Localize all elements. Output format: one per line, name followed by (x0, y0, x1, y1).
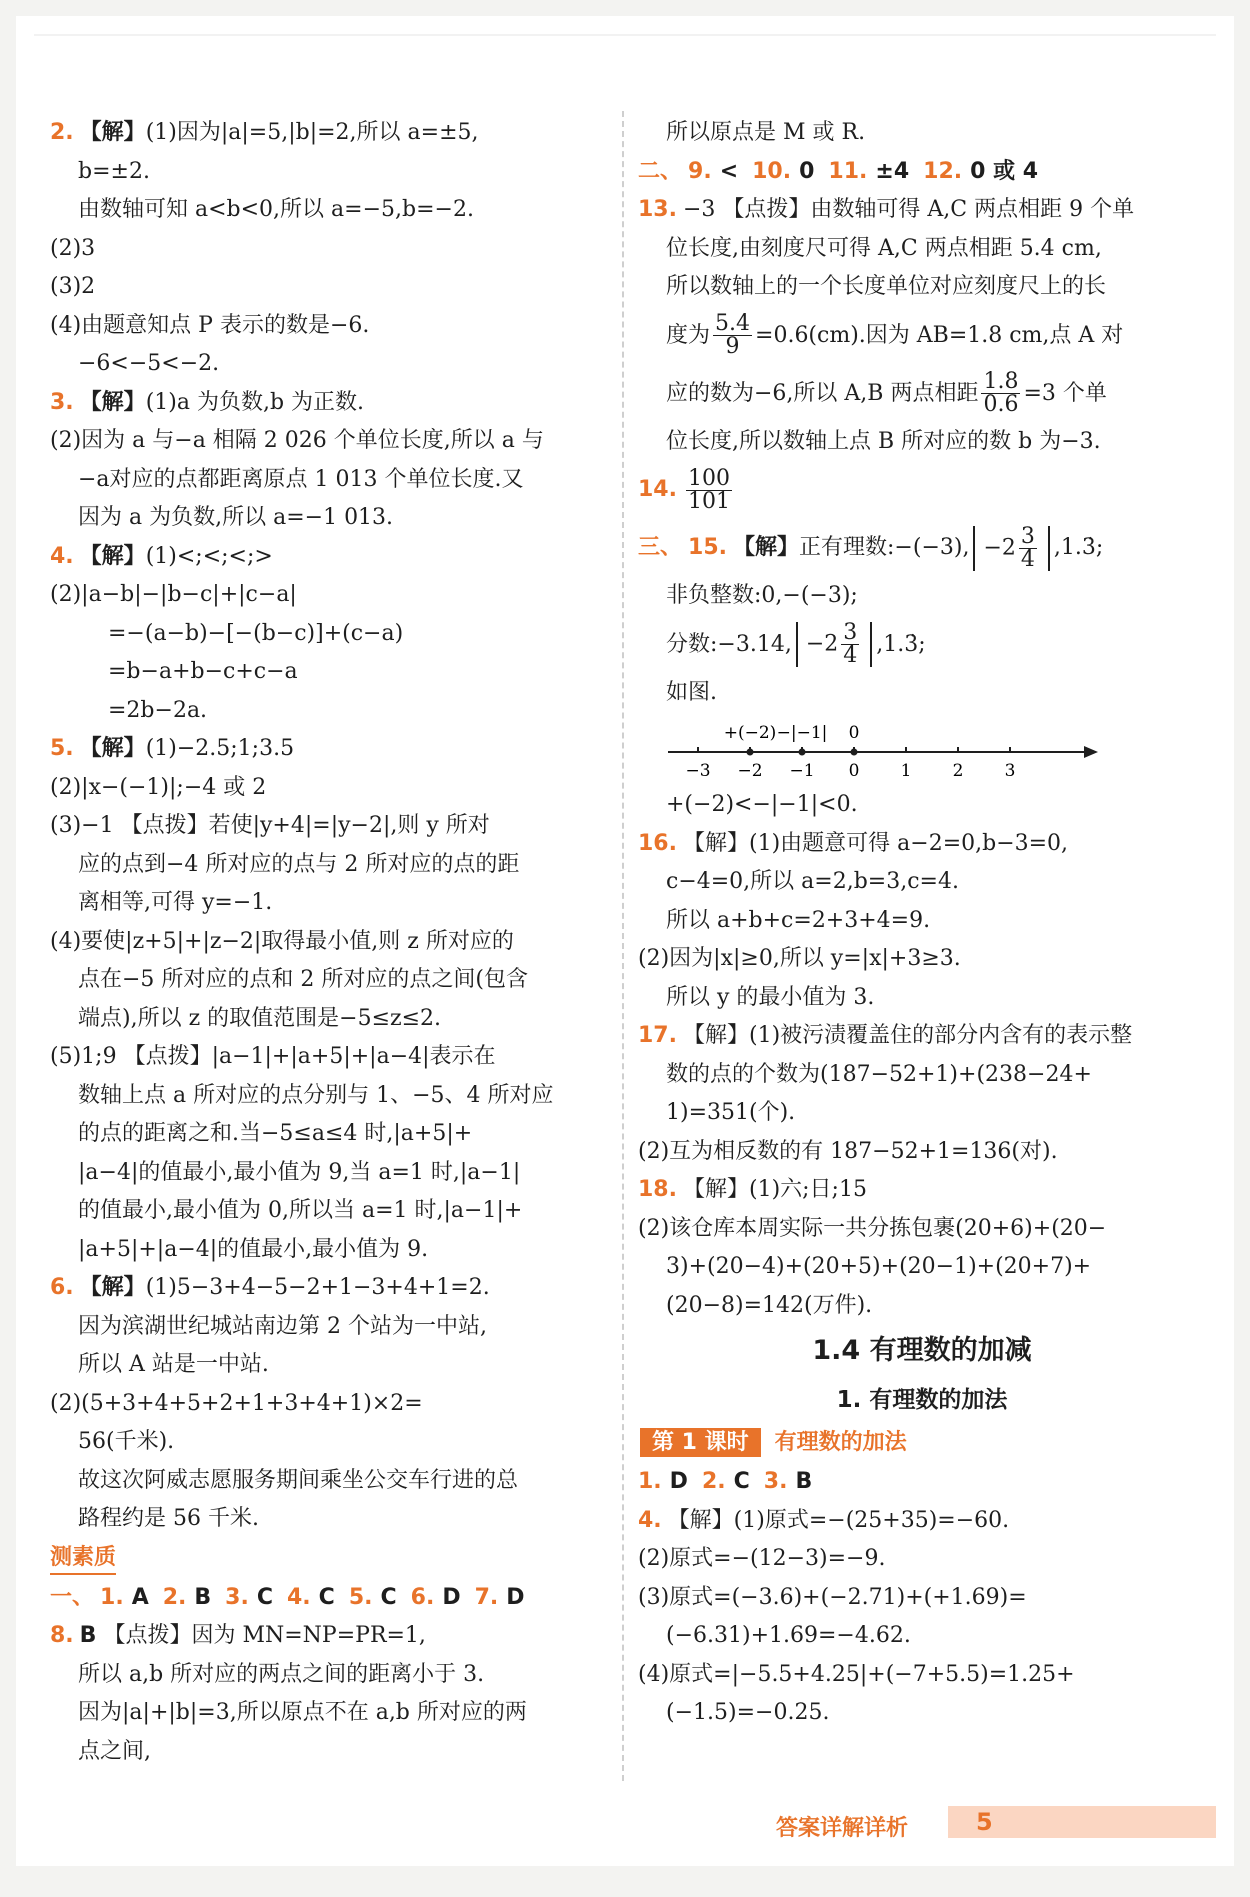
fill-prefix: 二、 (638, 158, 683, 184)
q4-text: 【解】(1)原式=−(25+35)=−60. (667, 1507, 1010, 1533)
answer-text: 路程约是 56 千米. (78, 1506, 259, 1531)
answer-text: (4)由题意知点 P 表示的数是−6. (50, 312, 370, 338)
q13-text: 度为 (666, 322, 711, 348)
answer-tag: 【解】 (79, 1275, 146, 1300)
answer-line (50, 153, 610, 192)
answer-tag: B (79, 1623, 97, 1648)
number-line-tick-label: −1 (789, 761, 815, 781)
answer-text: 的点的距离之和.当−5≤a≤4 时,|a+5|+ (78, 1121, 473, 1146)
footer-label: 答案详解详析 (776, 1816, 909, 1841)
q17-line: 数的点的个数为(187−52+1)+(238−24+ (666, 1061, 1092, 1087)
answer-line (50, 1500, 610, 1539)
choice-answer: A (131, 1584, 149, 1610)
answer-text: b=±2. (78, 158, 150, 184)
q15-line (638, 616, 1206, 674)
answer-text: 56(千米). (78, 1429, 175, 1454)
answer-line (50, 1154, 610, 1193)
choice-answer: C (318, 1584, 335, 1610)
answer-line: 所以原点是 M 或 R. (666, 120, 866, 145)
absolute-value (973, 523, 1049, 572)
answer-line (50, 268, 610, 307)
answer-line (50, 769, 610, 808)
q13-line (638, 191, 1206, 230)
answer-line (50, 615, 610, 654)
fraction-numerator: 3 (1020, 523, 1035, 549)
q16-line: c−4=0,所以 a=2,b=3,c=4. (666, 869, 959, 894)
choice-prefix: 一、 (50, 1584, 95, 1610)
q17-line: (2)互为相反数的有 187−52+1=136(对). (638, 1138, 1058, 1164)
answer-line (50, 1269, 610, 1308)
answer-text: (4)要使|z+5|+|z−2|取得最小值,则 z 所对应的 (50, 928, 514, 954)
answer-text: 端点),所以 z 的取值范围是−5≤z≤2. (78, 1005, 442, 1031)
q4-line: (−1.5)=−0.25. (666, 1700, 830, 1725)
mc-number: 2. (701, 1469, 726, 1494)
answer-text: (3)2 (50, 274, 96, 299)
answer-text: (2)(5+3+4+5+2+1+3+4+1)×2= (50, 1390, 423, 1416)
question-number: 4. (50, 543, 74, 569)
q15-text: ,1.3̇; (1053, 535, 1104, 560)
question-number: 5. (50, 736, 74, 761)
mc-answer: C (733, 1469, 750, 1494)
choice-answer: B (194, 1584, 212, 1610)
mc-number: 3. (763, 1469, 788, 1494)
choice-number: 1. (100, 1584, 124, 1610)
number-line-point (799, 749, 806, 756)
answer-text: (1)因为|a|=5,|b|=2,所以 a=±5, (145, 120, 479, 145)
answer-line (50, 307, 610, 346)
number-line-tick-label: 3 (1004, 761, 1016, 781)
fraction (981, 371, 1020, 416)
answer-line (50, 538, 610, 577)
answer-line (50, 1733, 610, 1772)
fill-row (638, 153, 1206, 192)
answer-line (50, 345, 610, 384)
answer-line (50, 807, 610, 846)
section-test-heading (50, 1539, 610, 1579)
q15-text: 正有理数:−(−3), (799, 535, 970, 560)
left-column (50, 114, 610, 1771)
q4-line: (4)原式=|−5.5+4.25|+(−7+5.5)=1.25+ (638, 1661, 1075, 1687)
fill-number: 11. (828, 158, 868, 184)
answer-text: 所以 a,b 所对应的两点之间的距离小于 3. (78, 1661, 485, 1687)
answer-text: 由数轴可知 a<b<0,所以 a=−5,b=−2. (78, 197, 474, 222)
number-line-arrow (1084, 746, 1098, 758)
answer-line (50, 1423, 610, 1462)
q13-number: 13. (638, 197, 677, 222)
answer-text: 因为滨湖世纪城站南边第 2 个站为一中站, (78, 1313, 487, 1339)
q4-line (638, 1502, 1206, 1541)
choice-number: 4. (287, 1584, 311, 1610)
question-number: 6. (50, 1275, 74, 1300)
q13-line: 所以数轴上的一个长度单位对应刻度尺上的长 (666, 274, 1107, 299)
fraction-numerator: 100 (687, 465, 730, 491)
q13-line: 位长度,所以数轴上点 B 所对应的数 b 为−3. (666, 428, 1101, 454)
answer-text: =2b−2a. (108, 697, 208, 723)
answer-text: 所以 A 站是一中站. (78, 1352, 269, 1377)
q15-tag: 【解】 (733, 535, 800, 560)
absolute-value (796, 622, 872, 667)
mc-row (638, 1463, 1206, 1502)
q16-line: 所以 a+b+c=2+3+4=9. (666, 907, 931, 933)
column-divider (622, 111, 624, 1781)
q13-line: 位长度,由刻度尺可得 A,C 两点相距 5.4 cm, (666, 235, 1102, 261)
q4-line: (−6.31)+1.69=−4.62. (666, 1623, 911, 1648)
q15-text: 分数:−3.14, (666, 631, 792, 657)
question-number: 2. (50, 120, 74, 145)
answer-text: =−(a−b)−[−(b−c)]+(c−a) (108, 620, 404, 646)
answer-text: 点之间, (78, 1738, 151, 1764)
abs-integer: −2 (983, 535, 1016, 560)
answer-text: (5)1;9 【点拨】|a−1|+|a+5|+|a−4|表示在 (50, 1044, 496, 1069)
section-title: 1.4 有理数的加减 (812, 1335, 1032, 1366)
answer-text: |a−4|的值最小,最小值为 9,当 a=1 时,|a−1| (78, 1159, 521, 1185)
number-line-point (851, 749, 858, 756)
q16-line: 所以 y 的最小值为 3. (666, 984, 875, 1010)
q15-line: 如图. (666, 679, 717, 705)
choice-number: 7. (474, 1584, 499, 1610)
answer-line (50, 692, 610, 731)
left-tail-lines (50, 1617, 610, 1771)
left-lines (50, 114, 610, 1539)
q17-text: 【解】(1)被污渍覆盖住的部分内含有的表示整 (682, 1023, 1133, 1048)
answer-text: 离相等,可得 y=−1. (78, 890, 273, 915)
fill-answer: 0 (799, 158, 815, 184)
answer-tag: 【解】 (79, 736, 146, 761)
answer-line (50, 230, 610, 269)
fill-number: 10. (752, 158, 792, 184)
q4-line: (2)原式=−(12−3)=−9. (638, 1546, 886, 1571)
answer-text: 的值最小,最小值为 0,所以当 a=1 时,|a−1|+ (78, 1198, 523, 1223)
answer-text: (2)3 (50, 235, 96, 261)
question-number: 3. (50, 389, 74, 415)
q16-line (638, 825, 1206, 864)
answer-text: (3)−1 【点拨】若使|y+4|=|y−2|,则 y 所对 (50, 813, 490, 838)
mc-answer: B (795, 1469, 813, 1494)
number-line-tick-label: 2 (952, 761, 964, 781)
q18-line: (20−8)=142(万件). (666, 1292, 873, 1318)
q18-number: 18. (638, 1177, 677, 1202)
q13-text: −3 【点拨】由数轴可得 A,C 两点相距 9 个单 (682, 197, 1135, 222)
right-column (638, 114, 1206, 1733)
answer-text: −a对应的点都距离原点 1 013 个单位长度.又 (78, 466, 524, 492)
q17-number: 17. (638, 1023, 677, 1048)
answer-text: (2)|a−b|−|b−c|+|c−a| (50, 582, 297, 607)
choice-answer: C (256, 1584, 273, 1610)
answer-text: 故这次阿威志愿服务期间乘坐公交车行进的总 (78, 1467, 519, 1493)
answer-line (50, 576, 610, 615)
q18-text: 【解】(1)六;日;15 (682, 1177, 867, 1202)
answer-text: =b−a+b−c+c−a (108, 659, 298, 684)
answer-line (50, 1308, 610, 1347)
number-line-tick-label: −2 (737, 761, 763, 781)
top-rule (34, 34, 1216, 36)
fill-answer: < (719, 158, 739, 184)
answer-tag: 【解】 (79, 120, 146, 145)
q4-line: (3)原式=(−3.6)+(−2.71)+(+1.69)= (638, 1584, 1027, 1610)
answer-text: 因为|a|+|b|=3,所以原点不在 a,b 所对应的两 (78, 1700, 527, 1725)
fraction (841, 622, 859, 667)
answer-line (50, 884, 610, 923)
section-test-title: 测素质 (50, 1543, 116, 1575)
q15-number: 15. (688, 535, 727, 560)
page-number: 5 (976, 1808, 993, 1836)
answer-line (50, 1462, 610, 1501)
fraction-denominator: 0.6 (983, 392, 1019, 417)
answer-line (50, 191, 610, 230)
answer-line (50, 730, 610, 769)
answer-line (50, 499, 610, 538)
q13-text: =3 个单 (1023, 380, 1107, 406)
lesson-header (638, 1423, 1206, 1463)
q16-number: 16. (638, 830, 677, 856)
answer-text: (1)a 为负数,b 为正数. (145, 389, 365, 415)
q15-line: 非负整数:0,−(−3); (666, 583, 858, 608)
answer-line (50, 846, 610, 885)
q18-line: (2)该仓库本周实际一共分拣包裹(20+6)+(20− (638, 1215, 1107, 1241)
number-line-points (724, 723, 860, 756)
q13-text: 应的数为−6,所以 A,B 两点相距 (666, 380, 979, 406)
fraction (713, 313, 752, 358)
answer-text: (1)5−3+4−5−2+1−3+4+1=2. (145, 1275, 490, 1300)
q4-number: 4. (638, 1507, 662, 1533)
answer-text: 【点拨】因为 MN=NP=PR=1, (96, 1623, 426, 1648)
fraction-numerator: 5.4 (715, 311, 751, 336)
fill-number: 9. (688, 158, 712, 184)
choice-answer: C (380, 1584, 397, 1610)
subsection-title: 1. 有理数的加法 (836, 1387, 1008, 1413)
answer-text: 数轴上点 a 所对应的点分别与 1、−5、4 所对应 (78, 1082, 554, 1108)
answer-tag: 【解】 (79, 543, 146, 569)
q15-prefix: 三、 (638, 535, 683, 560)
q14-number: 14. (638, 477, 677, 502)
answer-line (50, 1656, 610, 1695)
fill-number: 12. (923, 158, 963, 184)
answer-line (50, 1346, 610, 1385)
lesson-badge: 第 1 课时 (640, 1428, 761, 1457)
choice-answer: D (506, 1584, 525, 1610)
answer-line (50, 923, 610, 962)
answer-line (50, 1385, 610, 1424)
answer-line (50, 1192, 610, 1231)
fill-answer: ±4 (875, 158, 910, 184)
answer-text: (2)因为 a 与−a 相隔 2 026 个单位长度,所以 a 与 (50, 428, 544, 453)
q17-line: 1)=351(个). (666, 1100, 796, 1125)
choice-number: 6. (410, 1584, 435, 1610)
fraction (1019, 523, 1037, 572)
answer-line (50, 422, 610, 461)
answer-text: 点在−5 所对应的点和 2 所对应的点之间(包含 (78, 967, 528, 992)
choice-number: 2. (162, 1584, 187, 1610)
answer-line (50, 1000, 610, 1039)
q15-text: ,1.3̇; (876, 631, 926, 657)
number-line-tick-label: 1 (900, 761, 912, 781)
fraction-numerator: 3 (843, 620, 858, 645)
fraction-numerator: 1.8 (983, 369, 1019, 394)
answer-line (50, 1617, 610, 1656)
fill-items (688, 159, 1052, 184)
mc-number: 1. (638, 1469, 662, 1494)
answer-tag: 【解】 (79, 389, 146, 415)
answer-line (50, 1231, 610, 1270)
answer-line (50, 961, 610, 1000)
fraction-denominator: 9 (725, 334, 740, 359)
number-line-point-label: +(−2) (723, 723, 777, 743)
abs-integer: −2 (805, 631, 839, 657)
answer-text: (2)|x−(−1)|;−4 或 2 (50, 774, 267, 800)
answer-text: (1)−2.5;1;3.5 (145, 736, 295, 761)
fraction-denominator: 101 (687, 488, 730, 514)
q13-text: =0.6(cm).因为 AB=1.8 cm,点 A 对 (755, 322, 1124, 348)
lesson-title: 有理数的加法 (774, 1430, 907, 1455)
fraction (686, 465, 732, 514)
answer-text: −6<−5<−2. (78, 351, 220, 376)
answer-line (50, 1077, 610, 1116)
fraction-denominator: 4 (843, 643, 858, 668)
q15-line (638, 519, 1206, 577)
answer-text: (1)<;<;<;> (145, 543, 273, 569)
answer-text: |a+5|+|a−4|的值最小,最小值为 9. (78, 1236, 429, 1262)
q18-line: 3)+(20−4)+(20+5)+(20−1)+(20+7)+ (666, 1254, 1092, 1279)
answer-line (50, 653, 610, 692)
answer-page (16, 16, 1234, 1866)
q16-text: 【解】(1)由题意可得 a−2=0,b−3=0, (682, 830, 1069, 856)
choice-items (100, 1585, 539, 1610)
answer-text: 因为 a 为负数,所以 a=−1 013. (78, 505, 394, 530)
answer-line (50, 384, 610, 423)
choice-number: 3. (225, 1584, 249, 1610)
q15-line: +(−2)<−|−1|<0. (666, 792, 858, 817)
answer-text: 应的点到−4 所对应的点与 2 所对应的点的距 (78, 851, 520, 877)
answer-line (50, 461, 610, 500)
choice-answer: D (442, 1584, 461, 1610)
q13-line (638, 307, 1206, 365)
answer-line (50, 1694, 610, 1733)
q14-line (638, 461, 1206, 519)
q16-line: (2)因为|x|≥0,所以 y=|x|+3≥3. (638, 946, 961, 971)
q13-line (638, 365, 1206, 423)
fill-answer: 0 或 4 (970, 158, 1039, 184)
question-number: 8. (50, 1623, 74, 1648)
number-line (660, 714, 1100, 786)
choice-number: 5. (348, 1584, 373, 1610)
choice-row (50, 1579, 610, 1618)
answer-line (50, 1038, 610, 1077)
answer-line (50, 114, 610, 153)
number-line-tick-label: 0 (848, 761, 860, 781)
number-line-point (747, 749, 754, 756)
q18-line (638, 1171, 1206, 1210)
mc-answer: D (669, 1469, 688, 1494)
footer (776, 1806, 1216, 1840)
fraction-denominator: 4 (1020, 546, 1035, 572)
number-line-tick-label: −3 (685, 761, 711, 781)
number-line-point-label: −|−1| (776, 723, 828, 743)
number-line-point-label: 0 (848, 723, 860, 743)
answer-line (50, 1115, 610, 1154)
q17-line (638, 1017, 1206, 1056)
